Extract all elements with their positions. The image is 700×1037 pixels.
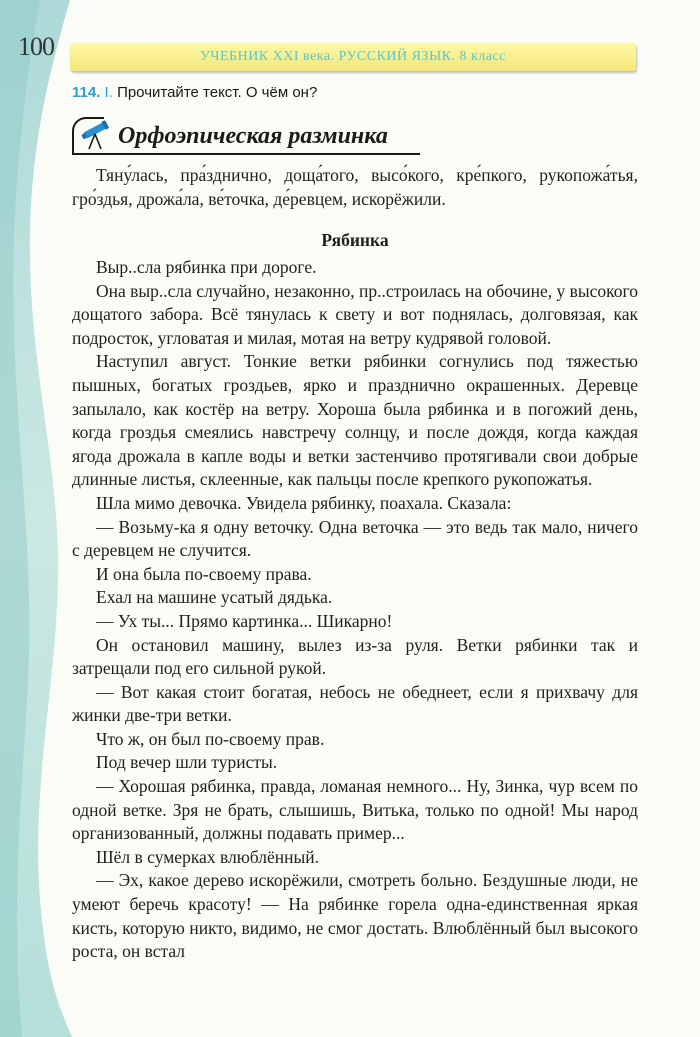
page-number: 100 bbox=[18, 32, 54, 61]
section-heading bbox=[72, 117, 422, 159]
story-paragraph: — Вот какая стоит богатая, небось не обеднеет, если я прихвачу для жинки две-три ветки. bbox=[72, 681, 638, 726]
story-paragraph: Шла мимо девочка. Увидела рябинку, поахала. Сказала: bbox=[96, 492, 512, 513]
story-paragraph: — Ух ты... Прямо картинка... Шикарно! bbox=[96, 610, 393, 631]
story-paragraph: Наступил август. Тонкие ветки рябинки согнулись под тяжестью пышных, богатых гроздьев, ярко и празднично окрашенных. Деревце запылало, как костёр на ветру. Хороша была рябинка и в погожий день, когда гроздья смеялись навстречу солнцу, и после дождя, когда каждая ягода дрожала в капле воды и ветки застенчиво протягивали свои добрые длинные листья, склеенные, как пальцы после крепкого рукопожатья. bbox=[72, 351, 638, 490]
story-paragraph: Что ж, он был по-своему прав. bbox=[96, 728, 325, 749]
word-list-text: Тяну́лась, пра́зднично, доща́того, высо́кого, кре́пкого, рукопожа́тья, гро́здья, дрожа́ла, ве́точка, де́ревцем, искорёжили. bbox=[72, 165, 638, 209]
telescope-icon bbox=[78, 119, 112, 151]
heading-underline bbox=[72, 153, 420, 155]
story-paragraph: Он остановил машину, вылез из-за руля. Ветки рябинки так и затрещали под его сильной рукой. bbox=[72, 634, 638, 679]
story-paragraph: — Хорошая рябинка, правда, ломаная немного... Ну, Зинка, чур всем по одной ветке. Зря не брать, слышишь, Витька, только по одной! Мы народ организованный, должны подавать пример... bbox=[72, 776, 638, 844]
task-text: Прочитайте текст. О чём он? bbox=[117, 84, 318, 101]
story-paragraph: — Эх, какое дерево искорёжили, смотреть больно. Бездушные люди, не умеют беречь красоту! — На рябинке горела одна-единственная яркая кисть, которую никто, видимо, не смог достать. Влюблённый был высокого роста, он встал bbox=[72, 870, 638, 962]
section-title: Орфоэпическая разминка bbox=[118, 123, 388, 149]
story-paragraph: Выр..сла рябинка при дороге. bbox=[96, 257, 317, 277]
story-paragraph: Она выр..сла случайно, незаконно, пр..строилась на обочине, у высокого дощатого забора. Всё тянулась к свету и вот поднялась, долговязая, как подросток, угловатая и милая, мотая на ветру кудрявой головой. bbox=[72, 280, 638, 348]
story-paragraph: Шёл в сумерках влюблённый. bbox=[96, 846, 319, 867]
story-title: Рябинка bbox=[321, 230, 389, 250]
page-header-banner: УЧЕБНИК XXI века. РУССКИЙ ЯЗЫК. 8 класс bbox=[70, 43, 636, 71]
task-instruction bbox=[72, 84, 317, 101]
task-number: 114. bbox=[72, 84, 101, 101]
orthoepy-word-list bbox=[72, 164, 638, 211]
story-paragraph: И она была по-своему права. bbox=[96, 563, 312, 584]
story-paragraph: Ехал на машине усатый дядька. bbox=[96, 587, 333, 608]
story-paragraph: — Возьму-ка я одну веточку. Одна веточка — это ведь так мало, ничего с деревцем не случится. bbox=[72, 516, 638, 561]
task-part: I. bbox=[104, 84, 113, 101]
story-paragraph: Под вечер шли туристы. bbox=[96, 752, 278, 773]
story-text bbox=[72, 256, 638, 964]
